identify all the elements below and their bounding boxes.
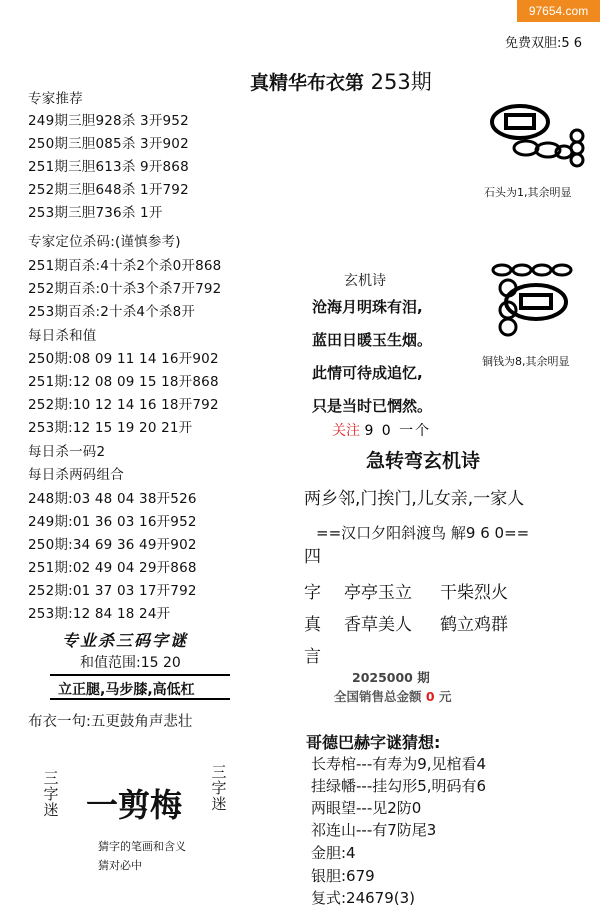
combo-row: 251期:02 49 04 29开868 (28, 560, 197, 576)
expert-row: 252期三胆648杀 1开792 (28, 182, 189, 198)
coin-caption: 铜钱为8,其余明显 (482, 355, 570, 368)
jizhuan-line: 两乡邻,门挨门,儿女亲,一家人 (304, 489, 525, 509)
combo-row: 250期:34 69 36 49开902 (28, 537, 197, 553)
position-title: 专家定位杀码:(谨慎参考) (28, 234, 181, 250)
site-watermark: 97654.com (517, 0, 600, 22)
goethe-row: 长寿棺---有寿为9,见棺看4 (311, 755, 487, 773)
sum-row: 251期:12 08 09 15 18开868 (28, 374, 219, 390)
sum-range: 和值范围:15 20 (80, 655, 181, 671)
yijianmei: 一剪梅 (86, 786, 183, 824)
poem-line: 蓝田日暖玉生烟。 (312, 331, 433, 349)
side-char: 三 (211, 763, 227, 781)
xuanji-title: 玄机诗 (344, 273, 386, 289)
expert-row: 250期三胆085杀 3开902 (28, 136, 189, 152)
sum-row: 252期:10 12 14 16 18开792 (28, 397, 219, 413)
goethe-title: 哥德巴赫字谜猜想: (306, 733, 441, 752)
combo-row: 253期:12 84 18 24开 (28, 606, 171, 622)
side-char: 真 (304, 615, 321, 635)
side-label-left (40, 770, 62, 818)
stone-caption: 石头为1,其余明显 (484, 186, 572, 199)
sum-row: 250期:08 09 11 14 16开902 (28, 351, 219, 367)
sales-label: 全国销售总金额 (334, 689, 422, 704)
phrase: 亭亭玉立 (344, 583, 412, 603)
hint-1: 猜字的笔画和含义 (98, 840, 186, 853)
stone-coin-illustration (488, 100, 598, 180)
title-main: 真精华布衣第 (250, 72, 365, 94)
side-char: 字 (43, 785, 59, 803)
title-issue: 253期 (370, 70, 432, 94)
expert-row: 249期三胆928杀 3开952 (28, 113, 189, 129)
sales-unit: 元 (438, 689, 452, 704)
combo-row: 252期:01 37 03 17开792 (28, 583, 197, 599)
sales-amount: 0 (425, 689, 435, 704)
focus-value: 9 0 一个 (364, 423, 432, 439)
poem-line: 只是当时已惘然。 (312, 397, 433, 415)
poem-line: 此情可待成追忆, (312, 364, 423, 382)
side-char: 四 (304, 547, 321, 567)
goethe-row: 两眼望---见2防0 (311, 799, 422, 817)
buyi-sentence: 布衣一句:五更鼓角声悲壮 (28, 714, 193, 730)
focus-label: 关注 (332, 423, 360, 439)
sales-issue: 2025000 期 (352, 670, 430, 685)
side-char: 字 (211, 779, 227, 797)
divider (50, 674, 230, 676)
phrase: 干柴烈火 (440, 583, 508, 603)
compound-bet: 复式:24679(3) (311, 889, 416, 907)
sales-line (334, 687, 451, 705)
side-char: 三 (43, 769, 59, 787)
combo-title: 每日杀两码组合 (28, 467, 124, 483)
kill-one: 每日杀一码2 (28, 444, 106, 460)
expert-title: 专家推荐 (28, 91, 83, 107)
phrase: 香草美人 (344, 615, 412, 635)
combo-row: 249期:01 36 03 16开952 (28, 514, 197, 530)
side-label-right (208, 764, 230, 812)
hint-2: 猜对必中 (98, 859, 142, 872)
divider (50, 698, 230, 700)
riddle3-text: 立正腿,马步膝,高低杠 (58, 682, 195, 698)
focus-line (332, 420, 431, 440)
goethe-row: 挂绿幡---挂勾形5,明码有6 (311, 777, 487, 795)
expert-row: 253期三胆736杀 1开 (28, 205, 163, 221)
silver-dan: 银胆:679 (311, 867, 375, 885)
goethe-row: 祁连山---有7防尾3 (311, 821, 437, 839)
position-row: 253期百杀:2十杀4个杀8开 (28, 304, 196, 320)
sum-row: 253期:12 15 19 20 21开 (28, 420, 193, 436)
position-row: 251期百杀:4十杀2个杀0开868 (28, 258, 222, 274)
combo-row: 248期:03 48 04 38开526 (28, 491, 197, 507)
hankou-line: ==汉口夕阳斜渡鸟 解9 6 0== (316, 524, 530, 542)
side-char: 字 (304, 583, 321, 603)
sum-title: 每日杀和值 (28, 328, 97, 344)
gold-dan: 金胆:4 (311, 844, 356, 862)
copper-coin-illustration (488, 262, 583, 342)
side-char: 迷 (211, 795, 227, 813)
expert-row: 251期三胆613杀 9开868 (28, 159, 189, 175)
side-char: 迷 (43, 801, 59, 819)
jizhuan-title: 急转弯玄机诗 (366, 450, 481, 472)
poem-line: 沧海月明珠有泪, (312, 298, 423, 316)
page-title (250, 66, 432, 96)
riddle3-title: 专业杀三码字谜 (62, 631, 189, 650)
free-dan-label: 免费双胆:5 6 (505, 36, 583, 51)
phrase: 鹤立鸡群 (440, 615, 508, 635)
position-row: 252期百杀:0十杀3个杀7开792 (28, 281, 222, 297)
side-char: 言 (304, 647, 321, 667)
